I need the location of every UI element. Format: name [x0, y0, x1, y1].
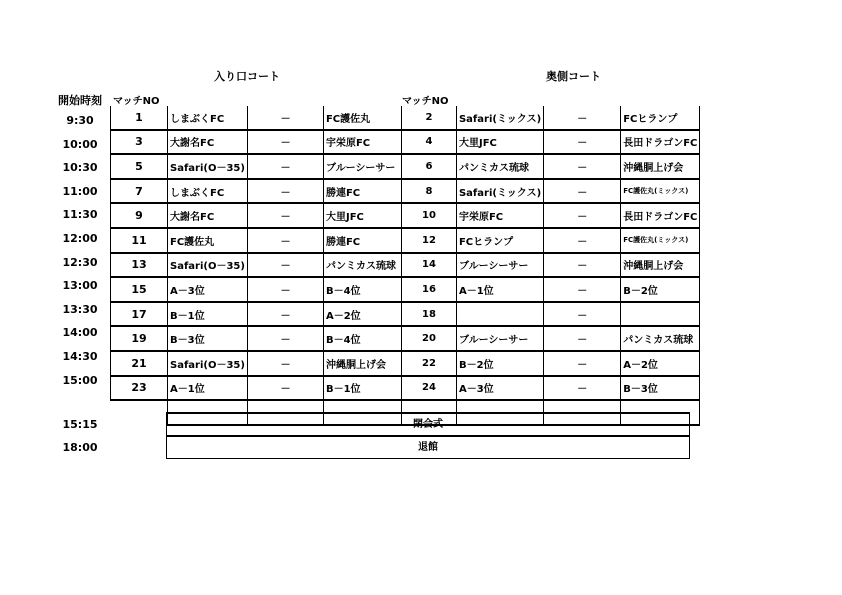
team-right-a: A－3位 — [456, 376, 543, 401]
match-no-left: 1 — [111, 106, 168, 130]
match-no-right: 16 — [401, 277, 456, 302]
team-left-b: パンミカス琉球 — [323, 253, 401, 278]
team-left-b: 宇栄原FC — [323, 130, 401, 155]
court-right-heading: 奥側コート — [546, 70, 601, 83]
match-no-left: 3 — [111, 130, 168, 155]
versus-dash-left: － — [247, 302, 323, 327]
versus-dash-right: － — [544, 376, 621, 401]
team-left-a: B－1位 — [168, 302, 248, 327]
table-row — [111, 228, 700, 253]
versus-dash-right: － — [544, 228, 621, 253]
team-left-b: B－4位 — [323, 277, 401, 302]
team-right-b: FC護佐丸(ミックス) — [621, 179, 700, 204]
team-right-b: A－2位 — [621, 351, 700, 376]
team-left-b: 沖縄胴上げ会 — [323, 351, 401, 376]
court-left-heading: 入り口コート — [214, 70, 280, 83]
versus-dash-left: － — [247, 179, 323, 204]
team-right-b: 沖縄胴上げ会 — [621, 154, 700, 179]
team-left-a: FC護佐丸 — [168, 228, 248, 253]
team-left-a: 大謝名FC — [168, 203, 248, 228]
match-no-right-heading: マッチNO — [402, 96, 449, 107]
closing-time: 15:15 — [62, 418, 98, 431]
team-left-a: Safari(O－35) — [168, 154, 248, 179]
versus-dash-right: － — [544, 203, 621, 228]
team-right-a: FCヒランプ — [456, 228, 543, 253]
team-left-b: B－1位 — [323, 376, 401, 401]
start-time: 12:30 — [62, 255, 98, 269]
team-left-a: しまぶくFC — [168, 179, 248, 204]
versus-dash-left: － — [247, 130, 323, 155]
team-left-a: しまぶくFC — [168, 106, 248, 130]
team-right-b: B－2位 — [621, 277, 700, 302]
start-time: 11:00 — [62, 184, 98, 198]
start-time: 9:30 — [66, 114, 94, 127]
versus-dash-right: － — [544, 106, 621, 130]
team-right-b: 長田ドラゴンFC — [621, 130, 700, 155]
match-no-right: 8 — [401, 179, 456, 204]
versus-dash-right: － — [544, 277, 621, 302]
table-row — [111, 302, 700, 327]
match-no-left: 9 — [111, 203, 168, 228]
team-right-a: ブルーシーサー — [456, 326, 543, 351]
start-time: 10:30 — [62, 161, 98, 175]
match-no-left: 7 — [111, 179, 168, 204]
team-left-a: 大謝名FC — [168, 130, 248, 155]
match-no-left: 23 — [111, 376, 168, 401]
table-row — [111, 351, 700, 376]
versus-dash-left: － — [247, 228, 323, 253]
leave-time: 18:00 — [62, 441, 98, 454]
versus-dash-right: － — [544, 302, 621, 327]
match-no-right: 22 — [401, 351, 456, 376]
match-no-right: 4 — [401, 130, 456, 155]
table-row — [111, 179, 700, 204]
versus-dash-left: － — [247, 326, 323, 351]
team-right-b — [621, 302, 700, 327]
team-left-b: 勝連FC — [323, 179, 401, 204]
match-no-right: 18 — [401, 302, 456, 327]
versus-dash-left: － — [247, 376, 323, 401]
team-right-b: 沖縄胴上げ会 — [621, 253, 700, 278]
versus-dash-left: － — [247, 203, 323, 228]
team-left-a: Safari(O－35) — [168, 253, 248, 278]
table-row — [111, 253, 700, 278]
match-no-right: 20 — [401, 326, 456, 351]
match-no-right: 6 — [401, 154, 456, 179]
match-no-right: 14 — [401, 253, 456, 278]
team-right-b: B－3位 — [621, 376, 700, 401]
closing-ceremony: 閉会式 — [166, 412, 690, 436]
match-no-left: 15 — [111, 277, 168, 302]
start-time: 15:00 — [62, 373, 98, 387]
team-right-a: Safari(ミックス) — [456, 179, 543, 204]
start-time: 14:30 — [62, 350, 98, 363]
start-time-heading: 開始時刻 — [58, 94, 102, 107]
match-no-right: 12 — [401, 228, 456, 253]
team-right-a: 大里JFC — [456, 130, 543, 155]
table-row — [111, 203, 700, 228]
match-no-left: 19 — [111, 326, 168, 351]
versus-dash-right: － — [544, 351, 621, 376]
versus-dash-right: － — [544, 130, 621, 155]
start-time: 11:30 — [62, 208, 98, 222]
table-row — [111, 326, 700, 351]
match-no-left: 11 — [111, 228, 168, 253]
match-no-right: 2 — [401, 106, 456, 130]
team-right-b: FCヒランプ — [621, 106, 700, 130]
team-right-a: 宇栄原FC — [456, 203, 543, 228]
team-right-a — [456, 302, 543, 327]
team-right-a: ブルーシーサー — [456, 253, 543, 278]
versus-dash-left: － — [247, 106, 323, 130]
versus-dash-left: － — [247, 253, 323, 278]
team-left-a: B－3位 — [168, 326, 248, 351]
team-left-b: 大里JFC — [323, 203, 401, 228]
match-no-left: 17 — [111, 302, 168, 327]
team-left-b: B－4位 — [323, 326, 401, 351]
start-time: 13:00 — [62, 279, 98, 293]
versus-dash-right: － — [544, 154, 621, 179]
match-no-right: 24 — [401, 376, 456, 401]
team-right-b: FC護佐丸(ミックス) — [621, 228, 700, 253]
team-left-b: FC護佐丸 — [323, 106, 401, 130]
start-time: 14:00 — [62, 326, 98, 340]
team-right-a: パンミカス琉球 — [456, 154, 543, 179]
versus-dash-right: － — [544, 179, 621, 204]
leave-venue: 退館 — [166, 435, 690, 459]
match-no-right: 10 — [401, 203, 456, 228]
team-left-b: ブルーシーサー — [323, 154, 401, 179]
versus-dash-left: － — [247, 277, 323, 302]
match-no-left-heading: マッチNO — [113, 96, 160, 107]
table-row — [111, 376, 700, 401]
versus-dash-right: － — [544, 326, 621, 351]
table-row — [111, 106, 700, 130]
match-no-left: 21 — [111, 351, 168, 376]
team-right-b: パンミカス琉球 — [621, 326, 700, 351]
start-time: 10:00 — [62, 137, 98, 151]
team-right-a: Safari(ミックス) — [456, 106, 543, 130]
team-left-a: A－3位 — [168, 277, 248, 302]
table-row — [111, 130, 700, 155]
table-row — [111, 154, 700, 179]
start-time: 13:30 — [62, 302, 98, 316]
team-left-b: 勝連FC — [323, 228, 401, 253]
start-time: 12:00 — [62, 232, 98, 245]
team-left-a: A－1位 — [168, 376, 248, 401]
team-left-b: A－2位 — [323, 302, 401, 327]
team-right-a: A－1位 — [456, 277, 543, 302]
match-no-left: 13 — [111, 253, 168, 278]
team-right-b: 長田ドラゴンFC — [621, 203, 700, 228]
team-left-a: Safari(O－35) — [168, 351, 248, 376]
match-no-left: 5 — [111, 154, 168, 179]
versus-dash-right: － — [544, 253, 621, 278]
empty-cell — [111, 400, 168, 425]
versus-dash-left: － — [247, 351, 323, 376]
team-right-a: B－2位 — [456, 351, 543, 376]
schedule-table — [110, 106, 700, 426]
table-row — [111, 277, 700, 302]
versus-dash-left: － — [247, 154, 323, 179]
